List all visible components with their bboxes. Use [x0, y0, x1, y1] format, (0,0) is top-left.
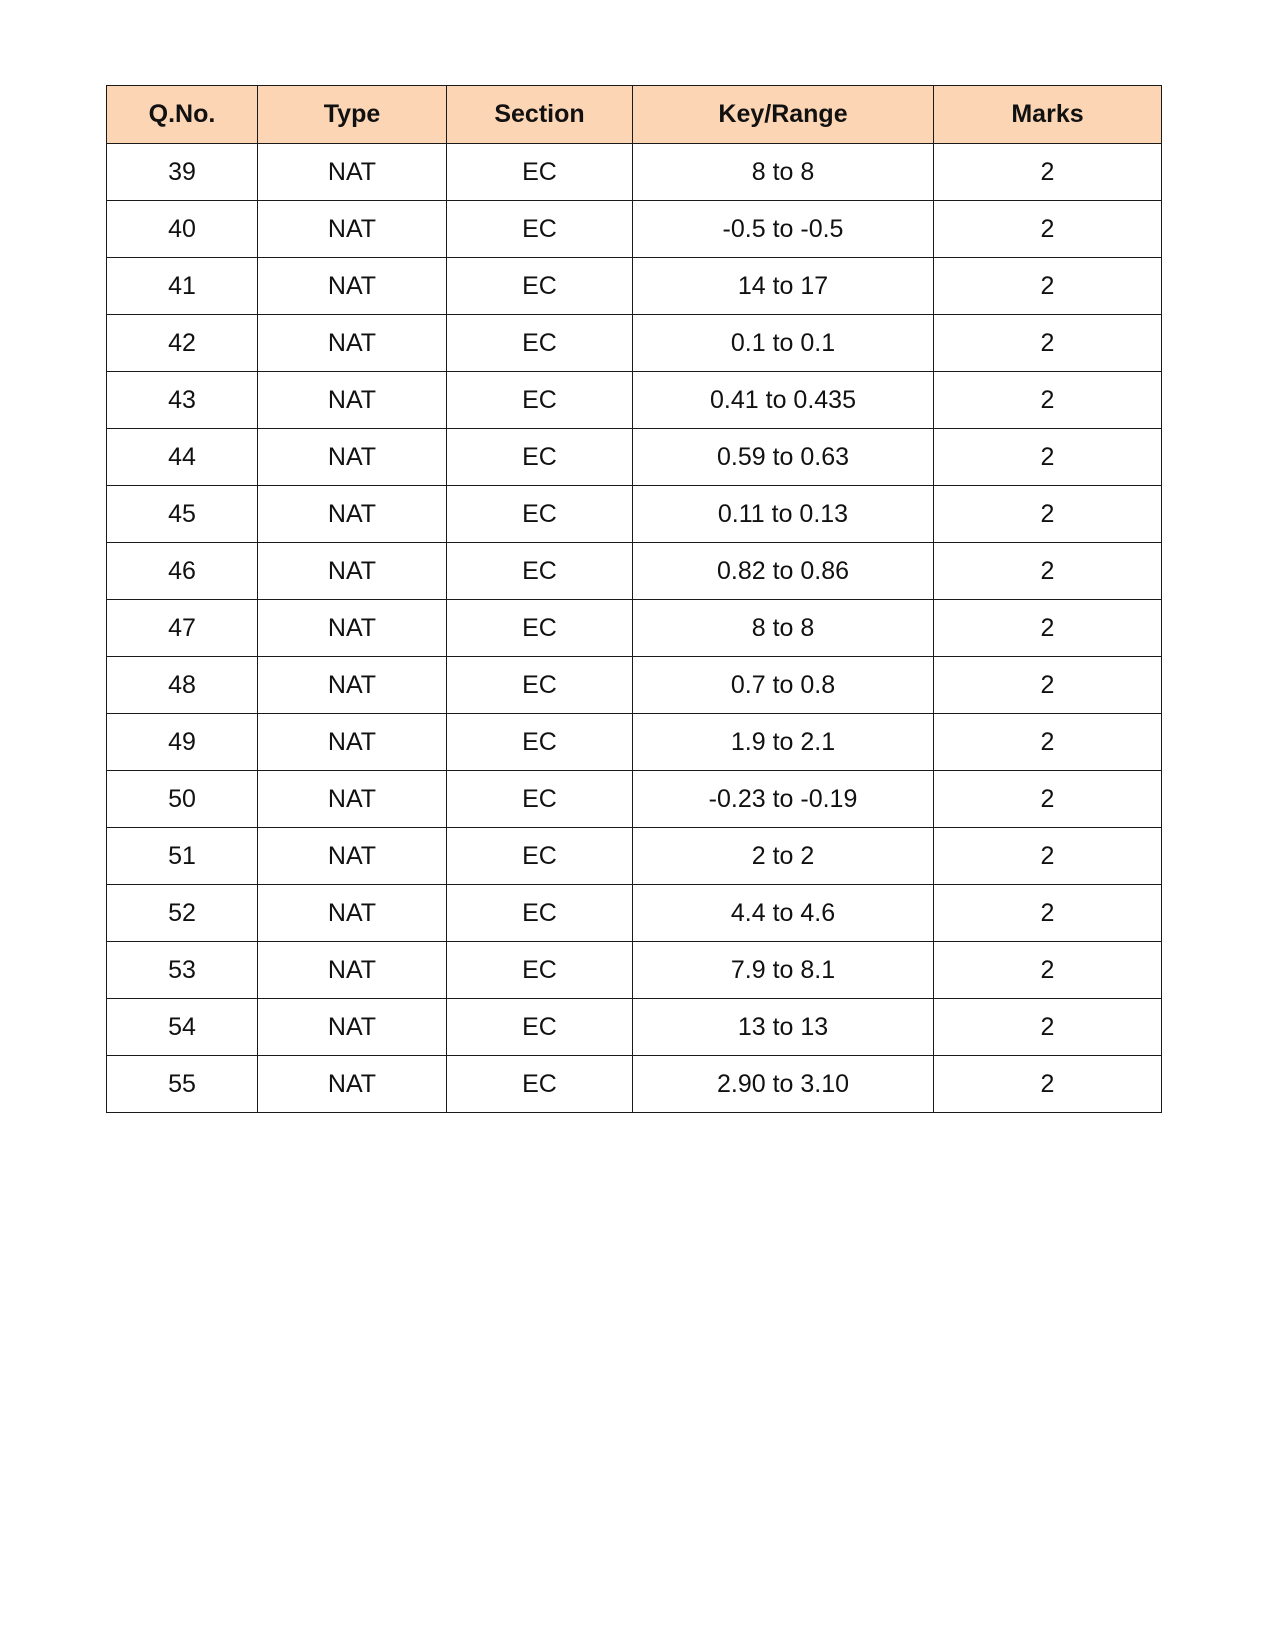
cell-section: EC — [447, 885, 633, 942]
cell-section: EC — [447, 714, 633, 771]
header-row — [107, 86, 1162, 144]
cell-qno: 40 — [107, 201, 258, 258]
header-type: Type — [258, 86, 447, 144]
answer-key-table — [106, 85, 1162, 1113]
cell-marks: 2 — [934, 543, 1162, 600]
cell-section: EC — [447, 828, 633, 885]
table-row — [107, 999, 1162, 1056]
header-key-range: Key/Range — [633, 86, 934, 144]
table-row — [107, 543, 1162, 600]
table-row — [107, 600, 1162, 657]
cell-qno: 53 — [107, 942, 258, 999]
cell-qno: 55 — [107, 1056, 258, 1113]
cell-section: EC — [447, 258, 633, 315]
cell-marks: 2 — [934, 600, 1162, 657]
cell-qno: 46 — [107, 543, 258, 600]
table-row — [107, 429, 1162, 486]
cell-type: NAT — [258, 600, 447, 657]
table-row — [107, 1056, 1162, 1113]
cell-marks: 2 — [934, 885, 1162, 942]
cell-marks: 2 — [934, 1056, 1162, 1113]
cell-qno: 50 — [107, 771, 258, 828]
cell-qno: 39 — [107, 144, 258, 201]
cell-key-range: 0.82 to 0.86 — [633, 543, 934, 600]
cell-type: NAT — [258, 999, 447, 1056]
cell-key-range: 8 to 8 — [633, 600, 934, 657]
cell-section: EC — [447, 372, 633, 429]
cell-marks: 2 — [934, 429, 1162, 486]
cell-qno: 43 — [107, 372, 258, 429]
cell-type: NAT — [258, 543, 447, 600]
cell-qno: 44 — [107, 429, 258, 486]
cell-section: EC — [447, 315, 633, 372]
header-qno: Q.No. — [107, 86, 258, 144]
table-row — [107, 201, 1162, 258]
cell-type: NAT — [258, 201, 447, 258]
cell-qno: 45 — [107, 486, 258, 543]
cell-key-range: -0.5 to -0.5 — [633, 201, 934, 258]
cell-key-range: 14 to 17 — [633, 258, 934, 315]
cell-section: EC — [447, 600, 633, 657]
table-row — [107, 771, 1162, 828]
header-section: Section — [447, 86, 633, 144]
cell-marks: 2 — [934, 714, 1162, 771]
cell-type: NAT — [258, 771, 447, 828]
cell-qno: 47 — [107, 600, 258, 657]
cell-qno: 48 — [107, 657, 258, 714]
table-row — [107, 372, 1162, 429]
table-row — [107, 144, 1162, 201]
cell-key-range: 8 to 8 — [633, 144, 934, 201]
cell-section: EC — [447, 771, 633, 828]
cell-key-range: 0.59 to 0.63 — [633, 429, 934, 486]
cell-key-range: 0.1 to 0.1 — [633, 315, 934, 372]
cell-type: NAT — [258, 372, 447, 429]
cell-qno: 42 — [107, 315, 258, 372]
cell-key-range: 0.7 to 0.8 — [633, 657, 934, 714]
table-row — [107, 258, 1162, 315]
table-body — [107, 144, 1162, 1113]
cell-section: EC — [447, 942, 633, 999]
cell-key-range: 0.41 to 0.435 — [633, 372, 934, 429]
cell-section: EC — [447, 657, 633, 714]
cell-type: NAT — [258, 429, 447, 486]
cell-type: NAT — [258, 885, 447, 942]
cell-marks: 2 — [934, 657, 1162, 714]
cell-section: EC — [447, 543, 633, 600]
cell-qno: 49 — [107, 714, 258, 771]
cell-type: NAT — [258, 258, 447, 315]
cell-marks: 2 — [934, 486, 1162, 543]
cell-marks: 2 — [934, 144, 1162, 201]
table-row — [107, 657, 1162, 714]
cell-key-range: 2.90 to 3.10 — [633, 1056, 934, 1113]
cell-qno: 41 — [107, 258, 258, 315]
table-row — [107, 315, 1162, 372]
cell-section: EC — [447, 144, 633, 201]
cell-marks: 2 — [934, 315, 1162, 372]
cell-section: EC — [447, 429, 633, 486]
cell-key-range: 13 to 13 — [633, 999, 934, 1056]
cell-marks: 2 — [934, 258, 1162, 315]
cell-type: NAT — [258, 657, 447, 714]
cell-marks: 2 — [934, 828, 1162, 885]
cell-qno: 51 — [107, 828, 258, 885]
cell-type: NAT — [258, 714, 447, 771]
cell-key-range: 2 to 2 — [633, 828, 934, 885]
header-marks: Marks — [934, 86, 1162, 144]
cell-key-range: 7.9 to 8.1 — [633, 942, 934, 999]
cell-key-range: 0.11 to 0.13 — [633, 486, 934, 543]
cell-type: NAT — [258, 942, 447, 999]
cell-section: EC — [447, 1056, 633, 1113]
cell-type: NAT — [258, 486, 447, 543]
cell-section: EC — [447, 486, 633, 543]
cell-marks: 2 — [934, 999, 1162, 1056]
cell-marks: 2 — [934, 372, 1162, 429]
table-row — [107, 828, 1162, 885]
cell-type: NAT — [258, 828, 447, 885]
table-row — [107, 714, 1162, 771]
cell-type: NAT — [258, 1056, 447, 1113]
cell-type: NAT — [258, 144, 447, 201]
table-header — [107, 86, 1162, 144]
cell-marks: 2 — [934, 201, 1162, 258]
cell-section: EC — [447, 201, 633, 258]
cell-section: EC — [447, 999, 633, 1056]
table-row — [107, 885, 1162, 942]
cell-key-range: 4.4 to 4.6 — [633, 885, 934, 942]
cell-qno: 52 — [107, 885, 258, 942]
table-row — [107, 942, 1162, 999]
table-row — [107, 486, 1162, 543]
cell-key-range: 1.9 to 2.1 — [633, 714, 934, 771]
cell-marks: 2 — [934, 942, 1162, 999]
cell-type: NAT — [258, 315, 447, 372]
cell-marks: 2 — [934, 771, 1162, 828]
cell-key-range: -0.23 to -0.19 — [633, 771, 934, 828]
cell-qno: 54 — [107, 999, 258, 1056]
